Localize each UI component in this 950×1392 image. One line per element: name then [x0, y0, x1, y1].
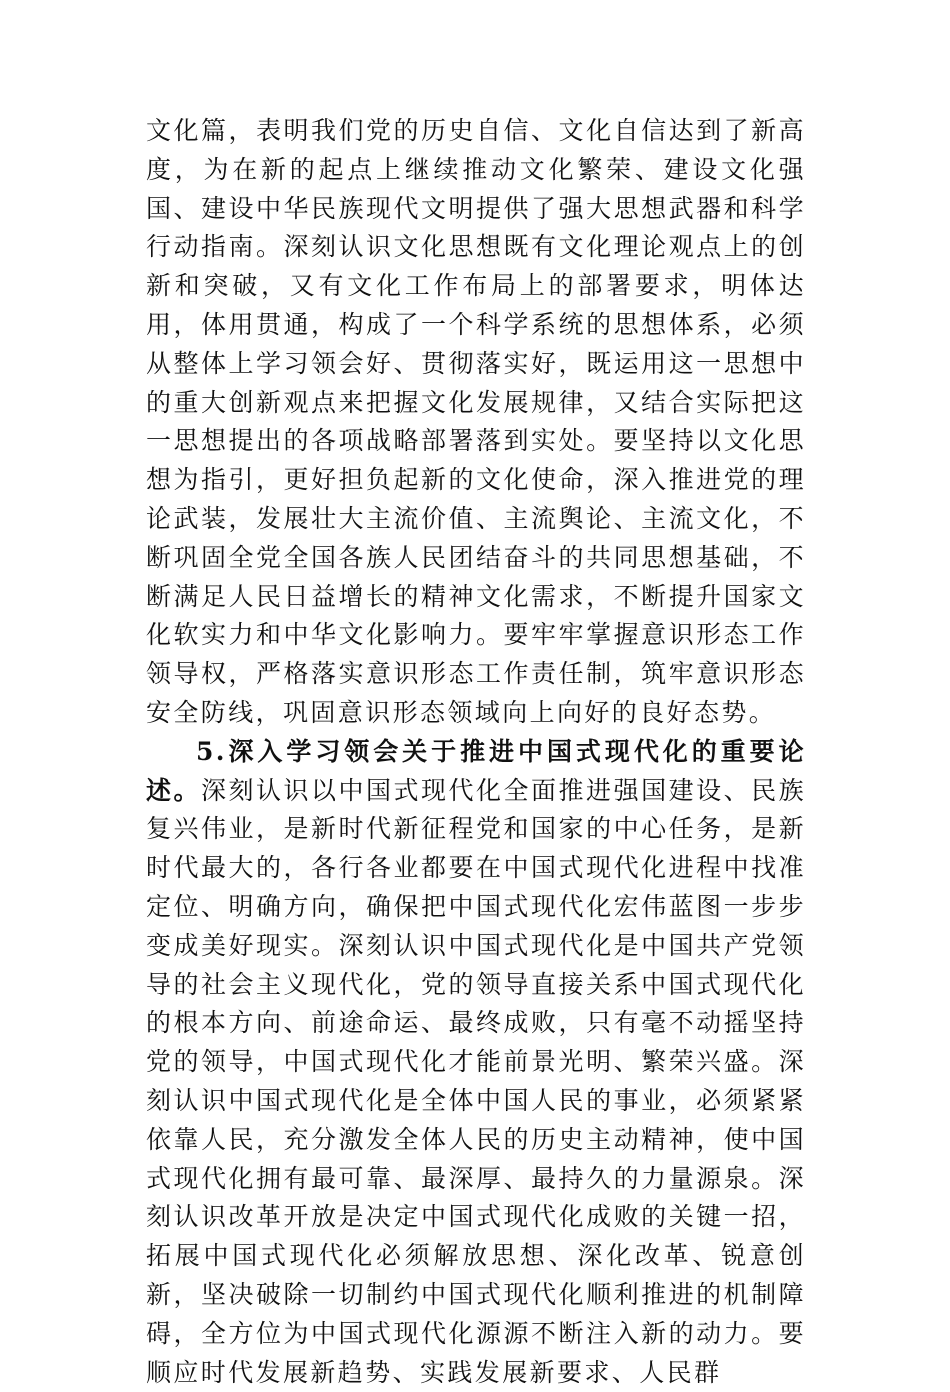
- paragraph-culture: 文化篇，表明我们党的历史自信、文化自信达到了新高度，为在新的起点上继续推动文化繁荣、建设文化强国、建设中华民族现代文明提供了强大思想武器和科学行动指南。深刻认识文化思想既有文化理论观点上的创新和突破，又有文化工作布局上的部署要求，明体达用，体用贯通，构成了一个科学系统的思想体系，必须从整体上学习领会好、贯彻落实好，既运用这一思想中的重大创新观点来把握文化发展规律，又结合实际把这一思想提出的各项战略部署落到实处。要坚持以文化思想为指引，更好担负起新的文化使命，深入推进党的理论武装，发展壮大主流价值、主流舆论、主流文化，不断巩固全党全国各族人民团结奋斗的共同思想基础，不断满足人民日益增长的精神文化需求，不断提升国家文化软实力和中华文化影响力。要牢牢掌握意识形态工作领导权，严格落实意识形态工作责任制，筑牢意识形态安全防线，巩固意识形态领域向上向好的良好态势。: [146, 116, 806, 727]
- section-body: 深刻认识以中国式现代化全面推进强国建设、民族复兴伟业，是新时代新征程党和国家的中心任务，是新时代最大的，各行各业都要在中国式现代化进程中找准定位、明确方向，确保把中国式现代化宏伟蓝图一步步变成美好现实。深刻认识中国式现代化是中国共产党领导的社会主义现代化，党的领导直接关系中国式现代化的根本方向、前途命运、最终成败，只有毫不动摇坚持党的领导，中国式现代化才能前景光明、繁荣兴盛。深刻认识中国式现代化是全体中国人民的事业，必须紧紧依靠人民，充分激发全体人民的历史主动精神，使中国式现代化拥有最可靠、最深厚、最持久的力量源泉。深刻认识改革开放是决定中国式现代化成败的关键一招，拓展中国式现代化必须解放思想、深化改革、锐意创新，坚决破除一切制约中国式现代化顺利推进的机制障碍，全方位为中国式现代化源源不断注入新的动力。要顺应时代发展新趋势、实践发展新要求、人民群: [146, 775, 806, 1387]
- paragraph-modernization: [146, 733, 806, 1392]
- section-heading: 5.深入学习领会关于推进中国式现代化的重要论述。: [146, 736, 806, 805]
- document-page: [146, 112, 806, 1392]
